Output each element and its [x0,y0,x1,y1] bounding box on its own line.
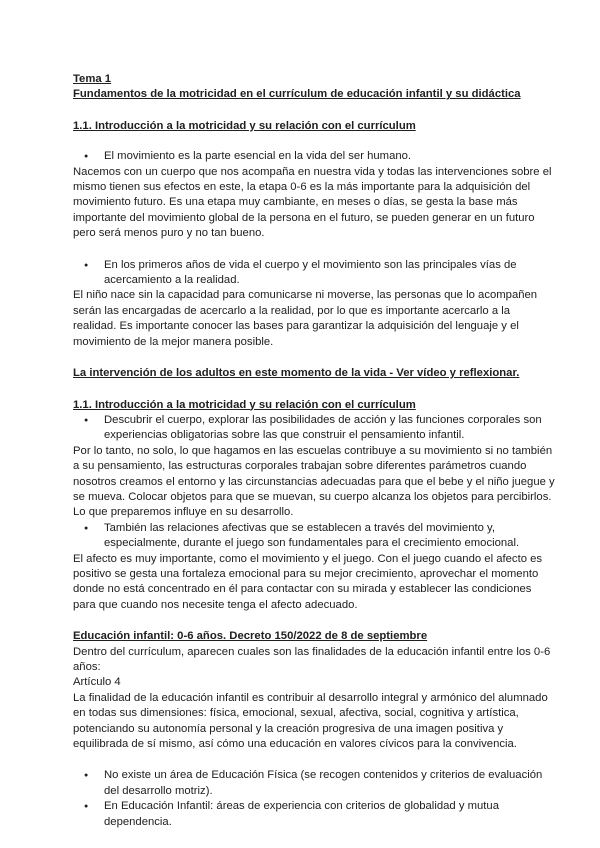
tema-title: Fundamentos de la motricidad en el currículum de educación infantil y su didáctica [73,88,521,101]
section-heading-intro-2: 1.1. Introducción a la motricidad y su relación con el currículum [73,398,416,411]
article-label: Artículo 4 [73,676,121,689]
list-item: ● En los primeros años de vida el cuerpo y el movimiento son las principales vías de acercamiento a la realidad. [73,258,556,289]
tema-number: Tema 1 [73,73,112,85]
bullet-list [73,258,556,289]
bullet-list [73,521,556,552]
section-heading-decreto: Educación infantil: 0-6 años. Decreto 150/2022 de 8 de septiembre [73,630,428,643]
paragraph: El afecto es muy importante, como el movimiento y el juego. Con el juego cuando el afecto es positivo se gesta una fortaleza emocional para su mejor crecimiento, aprovechar el momento donde no está concentrado en él para contactar con su mirada y establecer las condiciones para que cuando nos necesite tenga el afecto adecuado. [73,552,543,611]
paragraph: Por lo tanto, no solo, lo que hagamos en las escuelas contribuye a su movimiento si no también a su pensamiento, las estructuras corporales trabajan sobre diferentes parámetros cuando nosotros creamos el entorno y las circunstancias adecuadas para que el bebe y el niño juegue y se mueva. Colocar objetos para que se muevan, su cuerpo alcanza los objetos para percibirlos. Lo que preparemos influye en su desarrollo. [73,444,555,519]
paragraph: El niño nace sin la capacidad para comunicarse ni moverse, las personas que lo acompañen serán las encargadas de acercarlo a la realidad, por lo que es importante acercarlo a la realidad. Es importante conocer las bases para garantizar la adquisición del lenguaje y el movimiento de la mejor manera posible. [73,289,538,348]
list-item: ● Descubrir el cuerpo, explorar las posibilidades de acción y las funciones corporales son experiencias obligatorias sobre las que construir el pensamiento infantil. [73,413,556,444]
paragraph: La finalidad de la educación infantil es contribuir al desarrollo integral y armónico del alumnado en todas sus dimensiones: física, emocional, sexual, afectiva, social, cognitiva y artística, potenciando su autonomía personal y la creación progresiva de una imagen positiva y equilibrada de sí mismo, así cómo una educación en valores cívicos para la convivencia. [73,691,548,751]
bullet-list [73,149,556,164]
list-item: ● También las relaciones afectivas que se establecen a través del movimiento y, especialmente, durante el juego son fundamentales para el crecimiento emocional. [73,521,556,552]
bullet-list [73,768,556,830]
paragraph: Dentro del currículum, aparecen cuales son las finalidades de la educación infantil entre los 0-6 años: [73,645,551,673]
bullet-list [73,413,556,444]
section-heading-intro: 1.1. Introducción a la motricidad y su relación con el currículum [73,119,416,132]
paragraph: Nacemos con un cuerpo que nos acompaña en nuestra vida y todas las intervenciones sobre el mismo tienen sus efectos en este, la etapa 0-6 es la más importante para la adquisición del movimiento futuro. Es una etapa muy cambiante, en meses o días, se gesta la base más importante del movimiento global de la persona en el futuro, se pueden generar en un futuro pero será menos puro y no tan bueno. [73,165,552,240]
list-item: ● No existe un área de Educación Física (se recogen contenidos y criterios de evaluación del desarrollo motriz). [73,768,556,799]
section-heading-adultos: La intervención de los adultos en este momento de la vida - Ver vídeo y reflexionar. [73,367,520,380]
list-item: ● El movimiento es la parte esencial en la vida del ser humano. [73,149,556,164]
list-item: ● En Educación Infantil: áreas de experiencia con criterios de globalidad y mutua dependencia. [73,799,556,830]
